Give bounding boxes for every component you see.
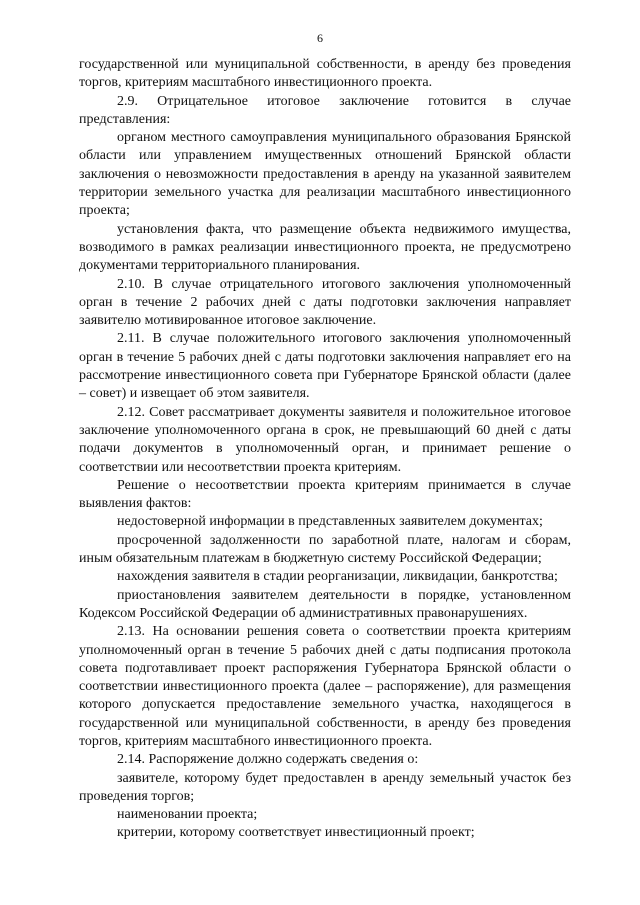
paragraph: нахождения заявителя в стадии реорганизации, ликвидации, банкротства;: [117, 569, 558, 585]
paragraph: наименовании проекта;: [117, 807, 258, 823]
paragraph: 2.10. В случае отрицательного итогового заключения уполномоченный орган в течение 2 рабочих дней с даты подготовки заключения направляет заявителю мотивированное итоговое заключение.: [79, 276, 571, 329]
paragraph: 2.11. В случае положительного итогового заключения уполномоченный орган в течение 5 рабочих дней с даты подготовки заключения направляет его на рассмотрение инвестиционного совета при Губернаторе Брянской области (далее – совет) и извещает об этом заявителя.: [79, 331, 571, 402]
paragraph: приостановления заявителем деятельности в порядке, установленном Кодексом Российской Федерации об административных правонарушениях.: [79, 587, 571, 621]
paragraph: 2.13. На основании решения совета о соответствии проекта критериям уполномоченный орган в течение 5 рабочих дней с даты подписания протокола совета подготавливает проект распоряжения Губернатора Брянской области о соответствии инвестиционного проекта (далее – распоряжение), для размещения которого допускается предоставление земельного участка, находящегося в государственной или муниципальной собственности, в аренду без проведения торгов, критериям масштабного инвестиционного проекта.: [79, 624, 571, 749]
paragraph: заявителе, которому будет предоставлен в аренду земельный участок без проведения торгов;: [79, 770, 571, 804]
paragraph: органом местного самоуправления муниципального образования Брянской области или управлением имущественных отношений Брянской области заключения о невозможности предоставления в аренду на указанной заявителем территории земельного участка для реализации масштабного инвестиционного проекта;: [79, 130, 571, 219]
paragraph: недостоверной информации в представленных заявителем документах;: [117, 514, 543, 530]
paragraph: государственной или муниципальной собственности, в аренду без проведения торгов, критериям масштабного инвестиционного проекта.: [79, 57, 571, 91]
paragraph: критерии, которому соответствует инвестиционный проект;: [117, 825, 475, 841]
paragraph: 2.9. Отрицательное итоговое заключение готовится в случае представления:: [79, 93, 571, 127]
paragraph: просроченной задолженности по заработной плате, налогам и сборам, иным обязательным платежам в бюджетную систему Российской Федерации;: [79, 532, 571, 567]
paragraph: 2.12. Совет рассматривает документы заявителя и положительное итоговое заключение уполномоченного органа в срок, не превышающий 60 дней с даты подачи документов в уполномоченный орган, и принимает решение о соответствии или несоответствии проекта критериям.: [79, 404, 571, 475]
document-body: [79, 56, 571, 843]
paragraph: установления факта, что размещение объекта недвижимого имущества, возводимого в рамках реализации инвестиционного проекта, не предусмотрено документами территориального планирования.: [79, 221, 571, 274]
paragraph: 2.14. Распоряжение должно содержать сведения о:: [117, 752, 419, 768]
paragraph: Решение о несоответствии проекта критериям принимается в случае выявления фактов:: [79, 477, 571, 512]
page-number: 6: [317, 31, 323, 45]
